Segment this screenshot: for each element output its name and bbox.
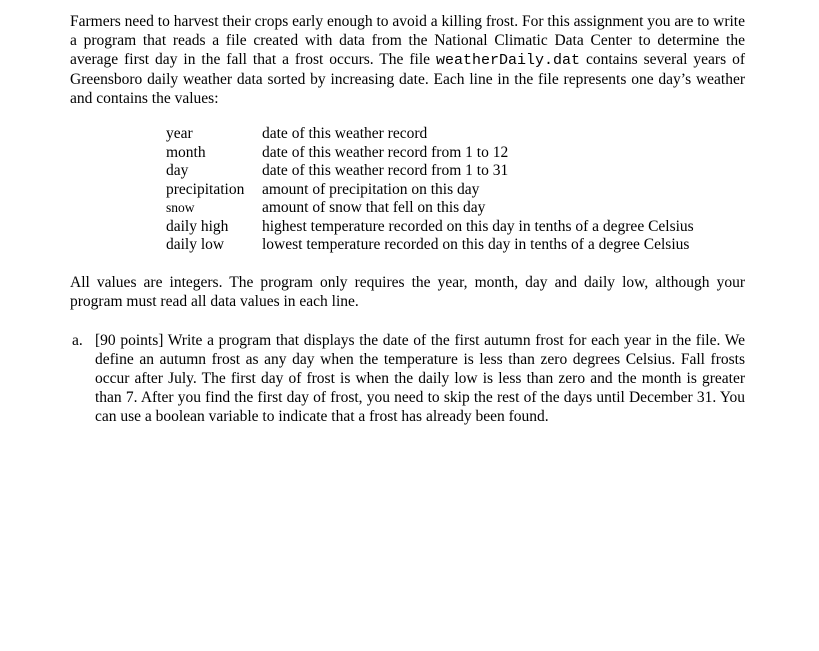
field-description: lowest temperature recorded on this day in tenths of a degree Celsius (262, 236, 690, 253)
intro-text-2: contains several years of Greensboro daily weather data sorted by increasing date. Each line in the file represents one day’s weather and contains the values: (70, 51, 745, 107)
field-row (166, 199, 694, 218)
field-row (166, 236, 694, 255)
field-row (166, 162, 694, 181)
field-description: amount of snow that fell on this day (262, 199, 486, 216)
note-paragraph: All values are integers. The program only requires the year, month, day and daily low, although your program must read all data values in each line. (70, 274, 745, 310)
intro-paragraph (70, 12, 745, 108)
field-name: snow (166, 200, 195, 215)
task-item (70, 331, 745, 426)
field-description: highest temperature recorded on this day in tenths of a degree Celsius (262, 217, 694, 235)
field-name: month (166, 143, 206, 161)
field-description: date of this weather record from 1 to 31 (262, 162, 509, 179)
field-name: daily high (166, 217, 229, 235)
field-row (166, 125, 694, 144)
field-description: date of this weather record from 1 to 12 (262, 143, 509, 161)
field-table (166, 125, 694, 255)
field-row (166, 181, 694, 200)
field-description: amount of precipitation on this day (262, 180, 480, 198)
field-row (166, 144, 694, 163)
filename: weatherDaily.dat (435, 52, 580, 69)
field-description: date of this weather record (262, 125, 428, 142)
field-name: precipitation (166, 180, 245, 198)
task-text: [90 points] Write a program that displays the date of the first autumn frost for each year in the file. We define an autumn frost as any day when the temperature is less than zero degrees Celsius. Fall frosts occur after July. The first day of frost is when the daily low is less than zero and the month is greater than 7. After you find the first day of frost, you need to skip the rest of the days until December 31. You can use a boolean variable to indicate that a frost has already been found. (95, 332, 745, 425)
intro-text-1: Farmers need to harvest their crops early enough to avoid a killing frost. For this assignment you are to write a program that reads a file created with data from the National Climatic Data Center to determine the average first day in the fall that a frost occurs. The file (70, 13, 745, 68)
task-marker: a. (72, 332, 83, 349)
field-name: daily low (166, 236, 225, 253)
field-name: day (166, 162, 189, 179)
field-name: year (166, 125, 193, 142)
field-row (166, 218, 694, 237)
